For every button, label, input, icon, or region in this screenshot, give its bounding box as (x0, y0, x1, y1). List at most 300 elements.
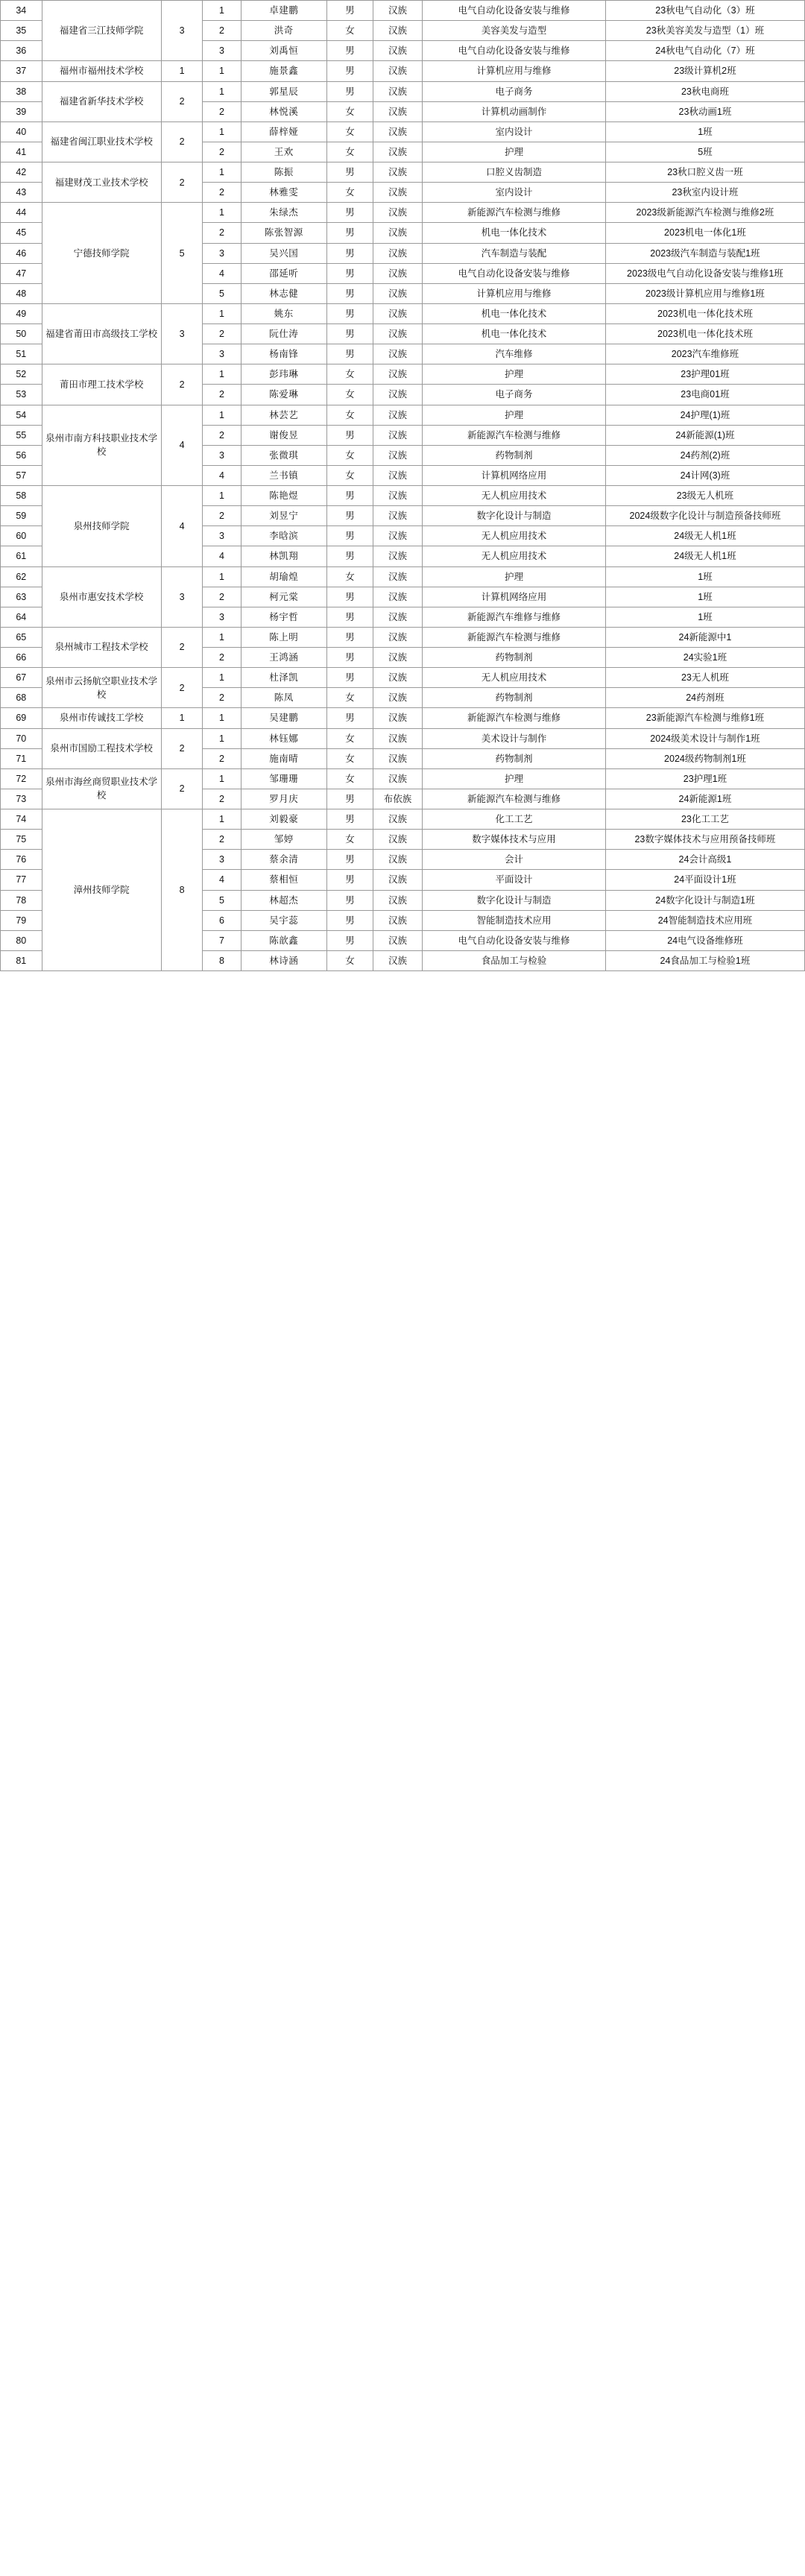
cell-major: 新能源汽车检测与维修 (423, 425, 606, 445)
cell-ethnic: 汉族 (373, 768, 422, 789)
cell-seq: 55 (1, 425, 42, 445)
cell-name: 吴宇蕊 (241, 910, 326, 930)
cell-class: 24药剂班 (605, 688, 804, 708)
cell-name: 杨南锋 (241, 344, 326, 364)
cell-name: 林超杰 (241, 890, 326, 910)
cell-name: 吴兴国 (241, 243, 326, 263)
cell-ethnic: 汉族 (373, 708, 422, 728)
cell-idx: 1 (203, 1, 241, 21)
cell-gender: 男 (326, 526, 373, 546)
cell-count: 2 (161, 162, 203, 203)
cell-gender: 男 (326, 41, 373, 61)
cell-seq: 51 (1, 344, 42, 364)
cell-major: 口腔义齿制造 (423, 162, 606, 183)
cell-class: 24实验1班 (605, 648, 804, 668)
cell-ethnic: 汉族 (373, 648, 422, 668)
cell-name: 林悦溪 (241, 101, 326, 121)
cell-class: 23级计算机2班 (605, 61, 804, 81)
cell-major: 新能源汽车检测与维修 (423, 203, 606, 223)
cell-ethnic: 汉族 (373, 142, 422, 162)
table-row (1, 405, 805, 425)
cell-seq: 79 (1, 910, 42, 930)
cell-seq: 74 (1, 809, 42, 830)
cell-major: 电子商务 (423, 385, 606, 405)
cell-ethnic: 汉族 (373, 61, 422, 81)
cell-ethnic: 汉族 (373, 587, 422, 607)
cell-seq: 64 (1, 607, 42, 627)
cell-idx: 1 (203, 203, 241, 223)
cell-name: 王欢 (241, 142, 326, 162)
cell-major: 汽车制造与装配 (423, 243, 606, 263)
cell-class: 2023级电气自动化设备安装与维修1班 (605, 263, 804, 283)
cell-seq: 42 (1, 162, 42, 183)
cell-seq: 59 (1, 506, 42, 526)
cell-gender: 女 (326, 445, 373, 465)
cell-gender: 男 (326, 486, 373, 506)
cell-gender: 男 (326, 850, 373, 870)
cell-name: 张微琪 (241, 445, 326, 465)
cell-idx: 2 (203, 101, 241, 121)
cell-major: 药物制剂 (423, 688, 606, 708)
cell-name: 罗月庆 (241, 789, 326, 809)
cell-class: 24食品加工与检验1班 (605, 950, 804, 970)
cell-school: 泉州市云扬航空职业技术学校 (42, 668, 161, 708)
cell-ethnic: 汉族 (373, 809, 422, 830)
cell-ethnic: 汉族 (373, 850, 422, 870)
cell-class: 24平面设计1班 (605, 870, 804, 890)
table-row (1, 486, 805, 506)
cell-seq: 36 (1, 41, 42, 61)
cell-seq: 47 (1, 263, 42, 283)
cell-major: 无人机应用技术 (423, 526, 606, 546)
cell-idx: 4 (203, 465, 241, 485)
cell-count: 4 (161, 486, 203, 567)
document-sheet (0, 0, 805, 971)
cell-major: 新能源汽车检测与维修 (423, 708, 606, 728)
cell-gender: 女 (326, 101, 373, 121)
cell-count: 3 (161, 1, 203, 61)
cell-idx: 3 (203, 607, 241, 627)
cell-class: 2024级药物制剂1班 (605, 748, 804, 768)
cell-gender: 女 (326, 830, 373, 850)
cell-ethnic: 汉族 (373, 162, 422, 183)
cell-major: 无人机应用技术 (423, 486, 606, 506)
cell-ethnic: 汉族 (373, 324, 422, 344)
cell-major: 计算机动画制作 (423, 101, 606, 121)
cell-seq: 70 (1, 728, 42, 748)
cell-major: 计算机网络应用 (423, 587, 606, 607)
student-roster-table (0, 0, 805, 971)
cell-class: 2023级新能源汽车检测与维修2班 (605, 203, 804, 223)
cell-ethnic: 汉族 (373, 303, 422, 323)
cell-seq: 65 (1, 627, 42, 647)
cell-class: 24级无人机1班 (605, 526, 804, 546)
cell-class: 5班 (605, 142, 804, 162)
cell-name: 林钰娜 (241, 728, 326, 748)
cell-idx: 2 (203, 789, 241, 809)
table-row (1, 364, 805, 385)
cell-class: 1班 (605, 121, 804, 142)
cell-idx: 6 (203, 910, 241, 930)
cell-seq: 60 (1, 526, 42, 546)
cell-school: 泉州市国励工程技术学校 (42, 728, 161, 768)
cell-seq: 78 (1, 890, 42, 910)
cell-idx: 5 (203, 890, 241, 910)
cell-gender: 女 (326, 728, 373, 748)
cell-count: 2 (161, 81, 203, 121)
cell-class: 24新能源(1)班 (605, 425, 804, 445)
cell-gender: 男 (326, 668, 373, 688)
cell-class: 1班 (605, 587, 804, 607)
cell-idx: 3 (203, 243, 241, 263)
cell-idx: 1 (203, 121, 241, 142)
cell-ethnic: 汉族 (373, 506, 422, 526)
cell-ethnic: 汉族 (373, 465, 422, 485)
cell-major: 药物制剂 (423, 748, 606, 768)
cell-gender: 男 (326, 283, 373, 303)
cell-name: 薛梓娅 (241, 121, 326, 142)
cell-name: 柯元棠 (241, 587, 326, 607)
cell-count: 8 (161, 809, 203, 971)
cell-class: 23秋美容美发与造型（1）班 (605, 21, 804, 41)
cell-seq: 58 (1, 486, 42, 506)
cell-major: 计算机应用与维修 (423, 283, 606, 303)
cell-name: 姚东 (241, 303, 326, 323)
cell-idx: 1 (203, 61, 241, 81)
cell-school: 泉州市传诚技工学校 (42, 708, 161, 728)
cell-idx: 2 (203, 223, 241, 243)
cell-school: 泉州市南方科技职业技术学校 (42, 405, 161, 486)
cell-gender: 男 (326, 61, 373, 81)
cell-major: 护理 (423, 768, 606, 789)
cell-gender: 男 (326, 162, 373, 183)
cell-seq: 45 (1, 223, 42, 243)
cell-ethnic: 汉族 (373, 385, 422, 405)
table-row (1, 809, 805, 830)
cell-ethnic: 汉族 (373, 748, 422, 768)
cell-count: 2 (161, 668, 203, 708)
cell-count: 2 (161, 364, 203, 405)
cell-idx: 2 (203, 748, 241, 768)
cell-gender: 男 (326, 809, 373, 830)
cell-gender: 男 (326, 546, 373, 566)
cell-school: 漳州技师学院 (42, 809, 161, 971)
cell-ethnic: 汉族 (373, 486, 422, 506)
cell-major: 化工工艺 (423, 809, 606, 830)
cell-count: 2 (161, 121, 203, 162)
cell-gender: 女 (326, 142, 373, 162)
cell-ethnic: 汉族 (373, 364, 422, 385)
cell-idx: 2 (203, 142, 241, 162)
cell-seq: 57 (1, 465, 42, 485)
cell-major: 护理 (423, 566, 606, 587)
cell-school: 泉州技师学院 (42, 486, 161, 567)
cell-major: 室内设计 (423, 121, 606, 142)
cell-name: 施南晴 (241, 748, 326, 768)
cell-class: 23护理01班 (605, 364, 804, 385)
cell-major: 新能源汽车检测与维修 (423, 789, 606, 809)
cell-class: 23化工工艺 (605, 809, 804, 830)
cell-ethnic: 汉族 (373, 243, 422, 263)
cell-gender: 女 (326, 21, 373, 41)
cell-school: 福建省三江技师学院 (42, 1, 161, 61)
cell-idx: 3 (203, 344, 241, 364)
cell-seq: 41 (1, 142, 42, 162)
cell-major: 药物制剂 (423, 648, 606, 668)
cell-gender: 男 (326, 870, 373, 890)
cell-idx: 1 (203, 809, 241, 830)
cell-gender: 女 (326, 183, 373, 203)
cell-name: 林凯翔 (241, 546, 326, 566)
cell-class: 23新能源汽车检测与维修1班 (605, 708, 804, 728)
cell-seq: 71 (1, 748, 42, 768)
cell-school: 福建省莆田市高级技工学校 (42, 303, 161, 364)
cell-gender: 男 (326, 587, 373, 607)
table-row (1, 566, 805, 587)
cell-gender: 男 (326, 243, 373, 263)
cell-seq: 44 (1, 203, 42, 223)
cell-gender: 女 (326, 364, 373, 385)
cell-major: 新能源汽车维修与维修 (423, 607, 606, 627)
table-row (1, 768, 805, 789)
cell-major: 无人机应用技术 (423, 546, 606, 566)
cell-class: 24秋电气自动化（7）班 (605, 41, 804, 61)
cell-class: 2024级数字化设计与制造预备技师班 (605, 506, 804, 526)
cell-idx: 2 (203, 385, 241, 405)
cell-seq: 49 (1, 303, 42, 323)
cell-seq: 68 (1, 688, 42, 708)
cell-name: 陈艳煜 (241, 486, 326, 506)
cell-seq: 81 (1, 950, 42, 970)
cell-idx: 1 (203, 405, 241, 425)
cell-gender: 女 (326, 465, 373, 485)
cell-ethnic: 汉族 (373, 546, 422, 566)
cell-idx: 3 (203, 850, 241, 870)
cell-gender: 女 (326, 950, 373, 970)
cell-ethnic: 汉族 (373, 203, 422, 223)
cell-name: 邹婷 (241, 830, 326, 850)
cell-major: 电气自动化设备安装与维修 (423, 1, 606, 21)
cell-gender: 女 (326, 385, 373, 405)
cell-school: 福建省新华技术学校 (42, 81, 161, 121)
cell-idx: 1 (203, 364, 241, 385)
cell-ethnic: 汉族 (373, 101, 422, 121)
cell-idx: 5 (203, 283, 241, 303)
cell-class: 24会计高级1 (605, 850, 804, 870)
table-row (1, 303, 805, 323)
cell-idx: 1 (203, 81, 241, 101)
cell-name: 郭星辰 (241, 81, 326, 101)
table-row (1, 81, 805, 101)
cell-name: 吴建鹏 (241, 708, 326, 728)
cell-idx: 3 (203, 526, 241, 546)
cell-major: 护理 (423, 405, 606, 425)
cell-seq: 75 (1, 830, 42, 850)
cell-idx: 4 (203, 263, 241, 283)
cell-seq: 73 (1, 789, 42, 809)
cell-major: 平面设计 (423, 870, 606, 890)
cell-seq: 46 (1, 243, 42, 263)
cell-seq: 53 (1, 385, 42, 405)
cell-school: 泉州市海丝商贸职业技术学校 (42, 768, 161, 809)
cell-ethnic: 汉族 (373, 566, 422, 587)
cell-major: 智能制造技术应用 (423, 910, 606, 930)
cell-major: 计算机网络应用 (423, 465, 606, 485)
cell-seq: 52 (1, 364, 42, 385)
cell-class: 24级无人机1班 (605, 546, 804, 566)
cell-idx: 2 (203, 324, 241, 344)
cell-gender: 男 (326, 607, 373, 627)
cell-name: 陈歆鑫 (241, 930, 326, 950)
cell-gender: 女 (326, 405, 373, 425)
cell-ethnic: 汉族 (373, 344, 422, 364)
cell-school: 福州市福州技术学校 (42, 61, 161, 81)
cell-name: 杜泽凯 (241, 668, 326, 688)
cell-seq: 43 (1, 183, 42, 203)
cell-seq: 48 (1, 283, 42, 303)
cell-class: 2023级计算机应用与维修1班 (605, 283, 804, 303)
cell-ethnic: 汉族 (373, 930, 422, 950)
cell-gender: 女 (326, 566, 373, 587)
cell-idx: 4 (203, 546, 241, 566)
cell-name: 陈凤 (241, 688, 326, 708)
cell-idx: 1 (203, 162, 241, 183)
cell-ethnic: 汉族 (373, 41, 422, 61)
cell-name: 胡瑜煌 (241, 566, 326, 587)
cell-seq: 39 (1, 101, 42, 121)
cell-class: 23护理1班 (605, 768, 804, 789)
cell-idx: 2 (203, 506, 241, 526)
cell-gender: 男 (326, 789, 373, 809)
cell-name: 谢俊昱 (241, 425, 326, 445)
cell-count: 5 (161, 203, 203, 304)
table-row (1, 61, 805, 81)
cell-ethnic: 汉族 (373, 405, 422, 425)
cell-class: 24护理(1)班 (605, 405, 804, 425)
cell-idx: 1 (203, 728, 241, 748)
cell-class: 23电商01班 (605, 385, 804, 405)
cell-name: 邹珊珊 (241, 768, 326, 789)
cell-ethnic: 汉族 (373, 910, 422, 930)
cell-school: 莆田市理工技术学校 (42, 364, 161, 405)
cell-idx: 2 (203, 830, 241, 850)
cell-idx: 1 (203, 768, 241, 789)
cell-ethnic: 汉族 (373, 1, 422, 21)
cell-count: 2 (161, 627, 203, 667)
cell-idx: 1 (203, 486, 241, 506)
cell-major: 新能源汽车检测与维修 (423, 627, 606, 647)
cell-name: 施景鑫 (241, 61, 326, 81)
cell-name: 刘毅豪 (241, 809, 326, 830)
cell-gender: 男 (326, 930, 373, 950)
cell-ethnic: 汉族 (373, 183, 422, 203)
cell-idx: 1 (203, 708, 241, 728)
cell-gender: 男 (326, 506, 373, 526)
cell-class: 1班 (605, 566, 804, 587)
cell-name: 陈张智源 (241, 223, 326, 243)
cell-count: 4 (161, 405, 203, 486)
cell-ethnic: 汉族 (373, 425, 422, 445)
cell-gender: 男 (326, 303, 373, 323)
cell-ethnic: 汉族 (373, 21, 422, 41)
cell-class: 23数字媒体技术与应用预备技师班 (605, 830, 804, 850)
cell-seq: 76 (1, 850, 42, 870)
cell-major: 护理 (423, 142, 606, 162)
cell-ethnic: 汉族 (373, 830, 422, 850)
cell-major: 无人机应用技术 (423, 668, 606, 688)
cell-class: 24计网(3)班 (605, 465, 804, 485)
cell-seq: 50 (1, 324, 42, 344)
cell-school: 福建财茂工业技术学校 (42, 162, 161, 203)
cell-class: 24电气设备维修班 (605, 930, 804, 950)
cell-idx: 2 (203, 21, 241, 41)
cell-name: 蔡余清 (241, 850, 326, 870)
cell-ethnic: 汉族 (373, 950, 422, 970)
cell-major: 食品加工与检验 (423, 950, 606, 970)
cell-major: 药物制剂 (423, 445, 606, 465)
cell-idx: 2 (203, 688, 241, 708)
cell-class: 2023机电一体化技术班 (605, 324, 804, 344)
cell-ethnic: 汉族 (373, 526, 422, 546)
cell-gender: 男 (326, 627, 373, 647)
cell-gender: 男 (326, 890, 373, 910)
cell-idx: 7 (203, 930, 241, 950)
cell-seq: 67 (1, 668, 42, 688)
cell-seq: 72 (1, 768, 42, 789)
cell-idx: 8 (203, 950, 241, 970)
cell-count: 2 (161, 768, 203, 809)
cell-class: 2023机电一体化1班 (605, 223, 804, 243)
cell-name: 杨宇哲 (241, 607, 326, 627)
cell-name: 林雅雯 (241, 183, 326, 203)
cell-major: 机电一体化技术 (423, 324, 606, 344)
cell-ethnic: 汉族 (373, 627, 422, 647)
cell-major: 数字媒体技术与应用 (423, 830, 606, 850)
cell-count: 2 (161, 728, 203, 768)
cell-class: 23秋口腔义齿一班 (605, 162, 804, 183)
cell-idx: 1 (203, 303, 241, 323)
cell-gender: 男 (326, 425, 373, 445)
cell-class: 2023汽车维修班 (605, 344, 804, 364)
cell-major: 汽车维修 (423, 344, 606, 364)
cell-name: 兰书镇 (241, 465, 326, 485)
table-row (1, 203, 805, 223)
cell-seq: 69 (1, 708, 42, 728)
cell-idx: 4 (203, 870, 241, 890)
cell-ethnic: 汉族 (373, 607, 422, 627)
cell-major: 电子商务 (423, 81, 606, 101)
cell-name: 朱绿杰 (241, 203, 326, 223)
cell-seq: 62 (1, 566, 42, 587)
cell-gender: 男 (326, 263, 373, 283)
cell-idx: 3 (203, 445, 241, 465)
cell-name: 王鸿涵 (241, 648, 326, 668)
cell-gender: 女 (326, 768, 373, 789)
cell-idx: 1 (203, 566, 241, 587)
cell-major: 美容美发与造型 (423, 21, 606, 41)
cell-name: 邵延听 (241, 263, 326, 283)
cell-ethnic: 汉族 (373, 283, 422, 303)
cell-name: 陈振 (241, 162, 326, 183)
cell-name: 彭玮琳 (241, 364, 326, 385)
cell-seq: 66 (1, 648, 42, 668)
cell-gender: 女 (326, 121, 373, 142)
cell-seq: 37 (1, 61, 42, 81)
table-row (1, 708, 805, 728)
cell-seq: 34 (1, 1, 42, 21)
cell-seq: 61 (1, 546, 42, 566)
cell-class: 2023机电一体化技术班 (605, 303, 804, 323)
